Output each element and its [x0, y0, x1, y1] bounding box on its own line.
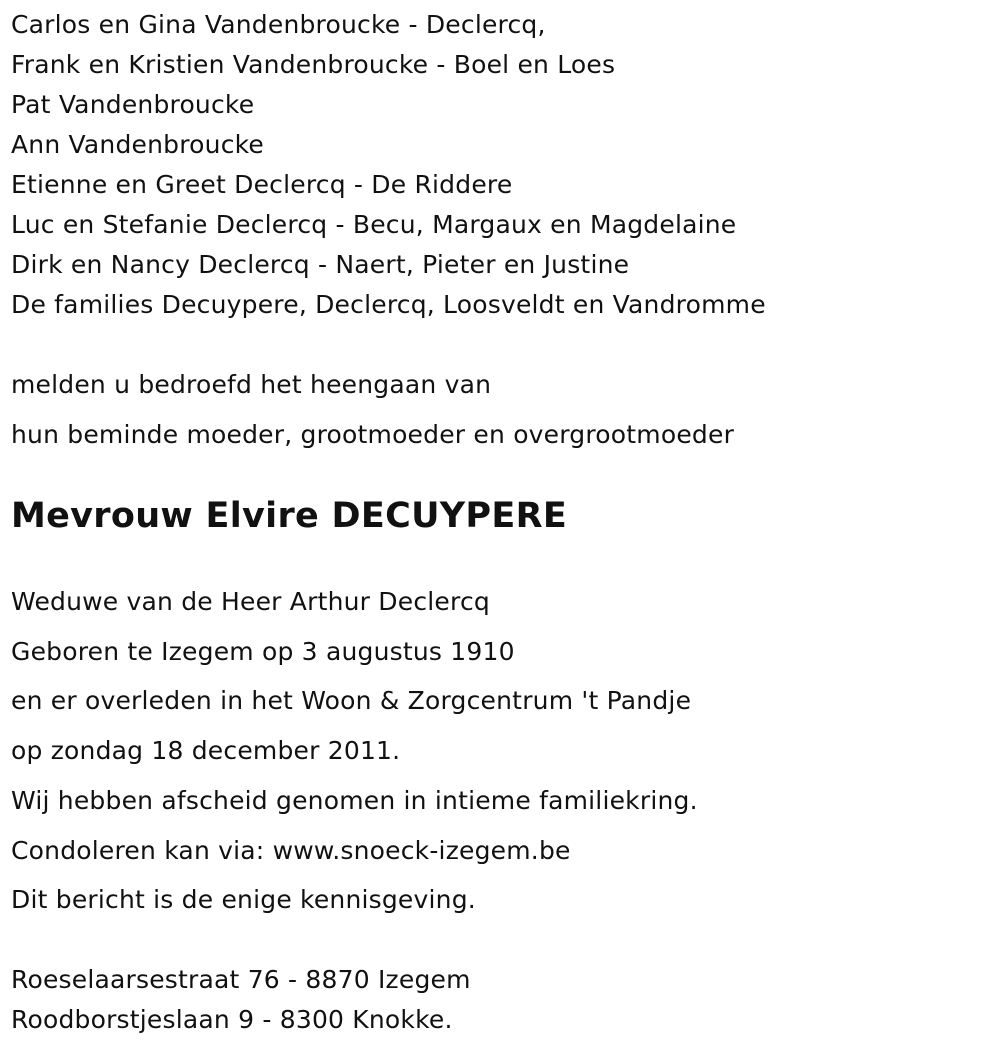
address-line: Roeselaarsestraat 76 - 8870 Izegem: [11, 965, 471, 994]
detail-line: en er overleden in het Woon & Zorgcentrum 't Pandje: [11, 686, 692, 715]
family-line: Ann Vandenbroucke: [11, 130, 265, 159]
family-line: Frank en Kristien Vandenbroucke - Boel en Loes: [11, 50, 616, 79]
detail-line: op zondag 18 december 2011.: [11, 736, 401, 765]
family-line: De families Decuypere, Declercq, Loosveldt en Vandromme: [11, 290, 766, 319]
family-line: Luc en Stefanie Declercq - Becu, Margaux en Magdelaine: [11, 210, 737, 239]
detail-line: Condoleren kan via: www.snoeck-izegem.be: [11, 836, 571, 865]
announcement-line: melden u bedroefd het heengaan van: [11, 370, 492, 399]
family-line: Etienne en Greet Declercq - De Riddere: [11, 170, 513, 199]
family-line: Carlos en Gina Vandenbroucke - Declercq,: [11, 10, 546, 39]
detail-line: Dit bericht is de enige kennisgeving.: [11, 885, 476, 914]
announcement-line: hun beminde moeder, grootmoeder en overgrootmoeder: [11, 420, 735, 449]
deceased-name: Mevrouw Elvire DECUYPERE: [11, 496, 568, 536]
detail-line: Wij hebben afscheid genomen in intieme familiekring.: [11, 786, 698, 815]
family-line: Dirk en Nancy Declercq - Naert, Pieter en Justine: [11, 250, 630, 279]
detail-line: Geboren te Izegem op 3 augustus 1910: [11, 637, 515, 666]
detail-line: Weduwe van de Heer Arthur Declercq: [11, 587, 490, 616]
family-line: Pat Vandenbroucke: [11, 90, 255, 119]
address-line: Roodborstjeslaan 9 - 8300 Knokke.: [11, 1005, 453, 1034]
